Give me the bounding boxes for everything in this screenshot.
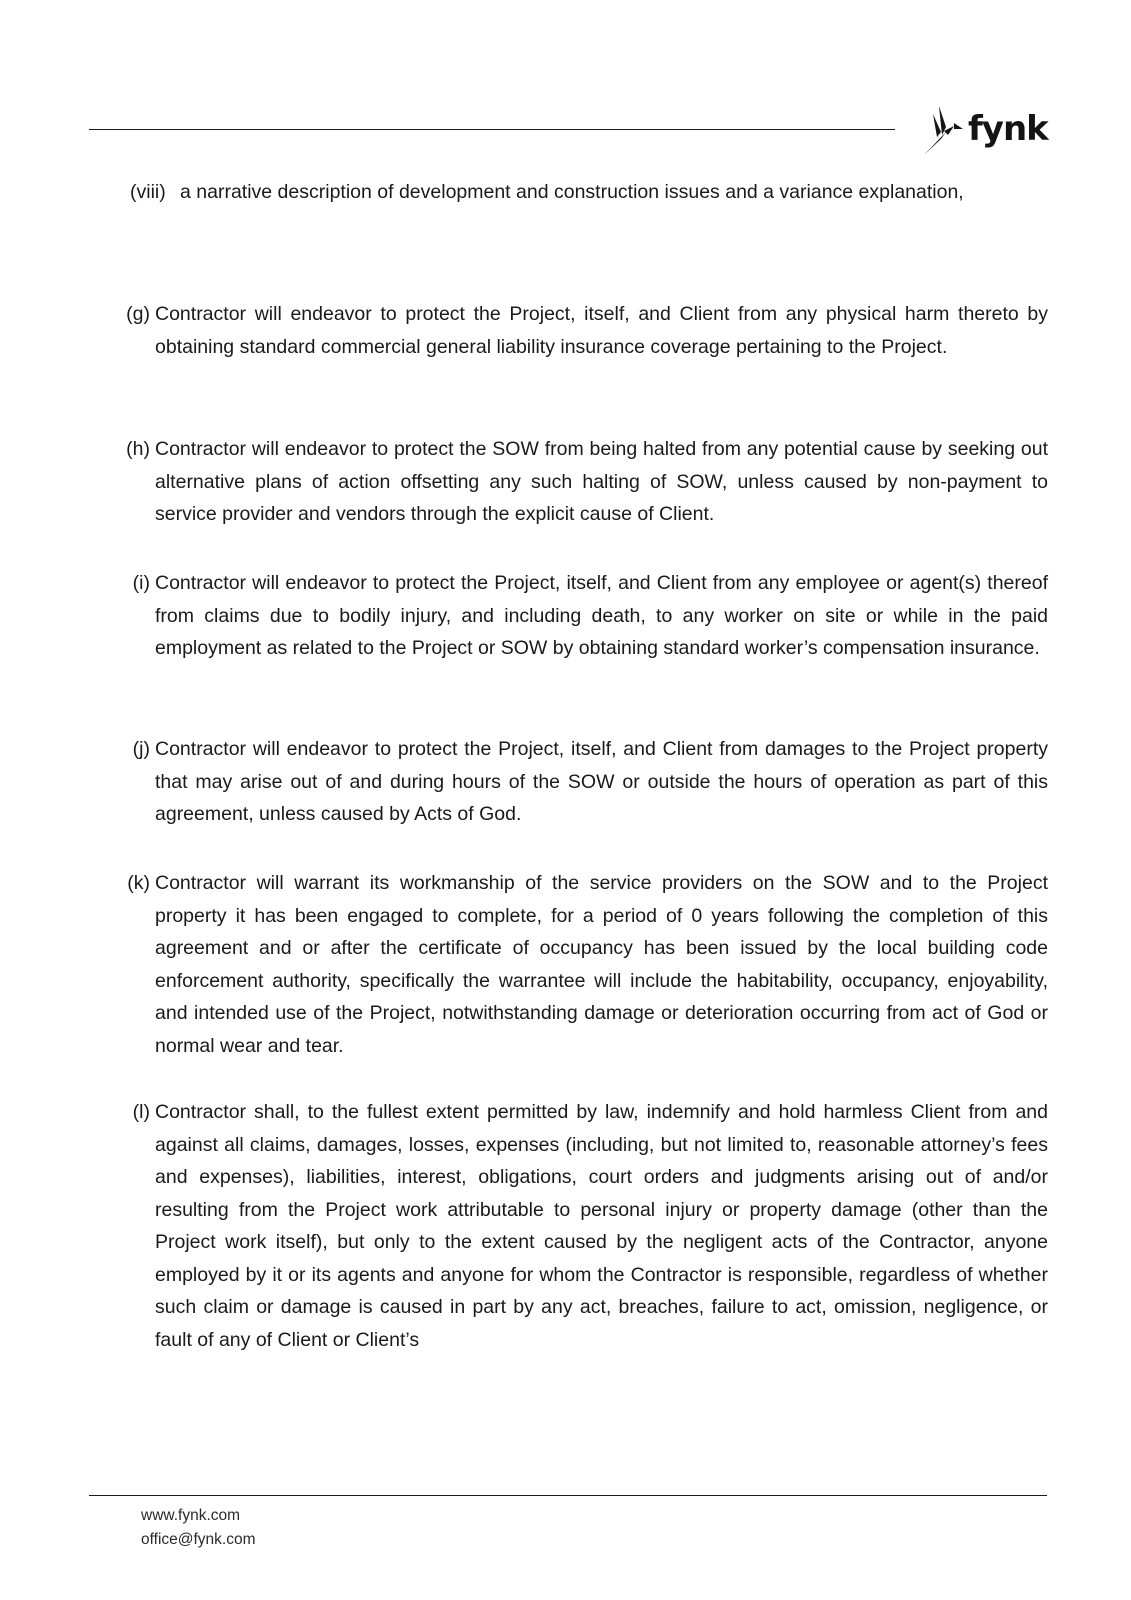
footer-contact (141, 1504, 256, 1552)
footer-website-link[interactable]: www.fynk.com (141, 1507, 241, 1524)
clause-text: Contractor will endeavor to protect the Project, itself, and Client from any employee or agent(s) thereof from claims due to bodily injury, and including death, to any worker on site or while in the paid employment as related to the Project or SOW by obtaining standard worker’s compensation insurance. (155, 572, 1048, 659)
clause-viii (130, 176, 1048, 209)
clause-i (110, 567, 1048, 665)
clause-label: (l) (132, 1101, 150, 1123)
clause-j (110, 733, 1048, 831)
footer-divider (89, 1495, 1047, 1496)
logo-wordmark: fynk (968, 109, 1048, 149)
clause-label: (viii) (130, 181, 166, 203)
clause-g (110, 298, 1048, 363)
clause-l (110, 1096, 1048, 1356)
clause-text: Contractor will warrant its workmanship of the service providers on the SOW and to the Project property it has been engaged to complete, for a period of 0 years following the completion of this agreement and or after the certificate of occupancy has been issued by the local building code enforcement authority, specifically the warrantee will include the habitability, occupancy, enjoyability, and intended use of the Project, notwithstanding damage or deterioration occurring from act of God or normal wear and tear. (155, 872, 1048, 1057)
clause-text: Contractor will endeavor to protect the SOW from being halted from any potential cause by seeking out alternative plans of action offsetting any such halting of SOW, unless caused by non-payment to service provider and vendors through the explicit cause of Client. (155, 438, 1048, 525)
clause-text: a narrative description of development and construction issues and a variance explanation, (180, 181, 964, 203)
fynk-logo (920, 104, 1048, 160)
header-divider (89, 129, 895, 130)
clause-label: (j) (132, 738, 150, 760)
footer-email-link[interactable]: office@fynk.com (141, 1531, 256, 1548)
clause-label: (g) (126, 303, 150, 325)
clause-h (110, 433, 1048, 531)
clause-label: (i) (132, 572, 150, 594)
clause-k (110, 867, 1048, 1062)
clause-label: (k) (127, 872, 150, 894)
clause-text: Contractor will endeavor to protect the Project, itself, and Client from any physical harm thereto by obtaining standard commercial general liability insurance coverage pertaining to the Project. (155, 303, 1048, 358)
clause-label: (h) (126, 438, 150, 460)
fynk-bird-logo-icon (920, 104, 966, 160)
clause-text: Contractor shall, to the fullest extent permitted by law, indemnify and hold harmless Client from and against all claims, damages, losses, expenses (including, but not limited to, reasonable attorney’s fees and expenses), liabilities, interest, obligations, court orders and judgments arising out of and/or resulting from the Project work attributable to personal injury or property damage (other than the Project work itself), but only to the extent caused by the negligent acts of the Contractor, anyone employed by it or its agents and anyone for whom the Contractor is responsible, regardless of whether such claim or damage is caused in part by any act, breaches, failure to act, omission, negligence, or fault of any of Client or Client’s (155, 1101, 1048, 1351)
clause-text: Contractor will endeavor to protect the Project, itself, and Client from damages to the Project property that may arise out of and during hours of the SOW or outside the hours of operation as part of this agreement, unless caused by Acts of God. (155, 738, 1048, 825)
